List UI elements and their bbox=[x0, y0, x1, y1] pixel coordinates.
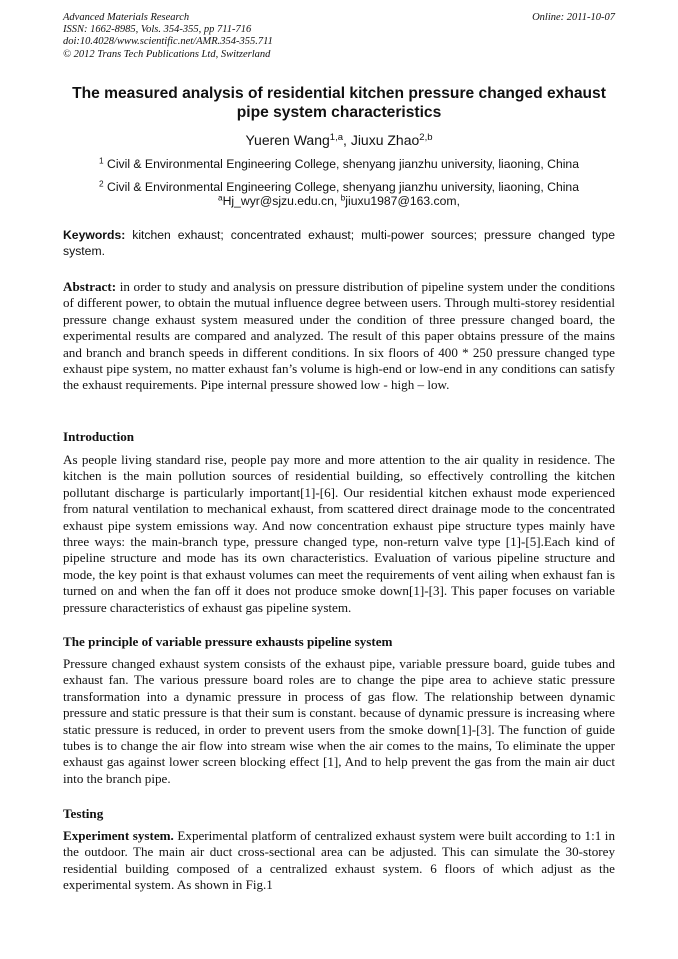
principle-paragraph: Pressure changed exhaust system consists of the exhaust pipe, variable pressure board, guide tubes and exhaust fan. The various pressure board roles are to change the pipe area to achieve static pressure transformation into a dynamic pressure in process of gas flow. The relationship between dynamic pressure and static pressure is that their sum is constant. because of dynamic pressure is increasing where static pressure is reduced, in order to prevent users from the smoke down[1]-[3]. The function of guide tubes is to change the air flow into stream wise when the air comes to the mains, To eliminate the upper exhaust gas against lower screen blocking effect [1], And to help prevent the gas from the main air duct into the branch pipe. bbox=[63, 656, 615, 786]
section-heading-principle: The principle of variable pressure exhausts pipeline system bbox=[63, 634, 393, 649]
online-date: Online: 2011-10-07 bbox=[532, 12, 615, 23]
email-superscript: a bbox=[218, 192, 223, 203]
journal-header bbox=[63, 12, 615, 61]
affiliation-1 bbox=[63, 157, 615, 171]
affiliation-2 bbox=[63, 180, 615, 194]
email-line bbox=[63, 194, 615, 208]
keywords-block bbox=[63, 228, 615, 259]
experiment-system-label: Experiment system. bbox=[63, 828, 174, 843]
doi-line: doi:10.4028/www.scientific.net/AMR.354-355.711 bbox=[63, 36, 273, 48]
email-address[interactable]: jiuxu1987@163.com, bbox=[345, 194, 460, 208]
abstract-paragraph bbox=[63, 279, 615, 394]
paper-title: The measured analysis of residential kitchen pressure changed exhaust pipe system characteristics bbox=[72, 85, 606, 121]
author-name: Yueren Wang bbox=[245, 132, 330, 148]
author-separator: , bbox=[343, 132, 351, 148]
author-name: Jiuxu Zhao bbox=[350, 132, 420, 148]
testing-text: Experimental platform of centralized exhaust system were built according to 1:1 in the outdoor. The main air duct cross-sectional area can be adjusted. This can simulate the 30-storey residential building composed of a centralized exhaust system. 6 floors of which adjust as the experimental system. As shown in Fig.1 bbox=[63, 828, 615, 893]
affiliation-text: Civil & Environmental Engineering College, shenyang jianzhu university, liaoning, China bbox=[107, 157, 579, 171]
affiliation-text: Civil & Environmental Engineering College, shenyang jianzhu university, liaoning, China bbox=[107, 180, 579, 194]
introduction-paragraph: As people living standard rise, people pay more and more attention to the air quality in residence. The kitchen is the main pollution sources of residential building, so effectively controlling the kitchen pollutant discharge is particularly important[1]-[6]. Our residential kitchen exhaust mode experienced from natural ventilation to mechanical exhaust, from scattered direct drainage mode to the concentrated exhaust pipe system emissions way. And now concentration exhaust pipe structure types mainly have three ways: the main-branch type, pressure changed type, non-return valve type [1]-[5].Each kind of pipeline structure and mode has its own characteristics. Evaluation of various pipeline structure and mode, the key point is that exhaust volumes can meet the requirements of vent ailing when exhaust fan is turned on and when the fan off it does not produce smoke down[1]-[3]. This paper focuses on variable pressure characteristics of exhaust gas pipeline system. bbox=[63, 452, 615, 615]
affiliation-number: 1 bbox=[99, 155, 104, 166]
testing-paragraph bbox=[63, 828, 615, 894]
author-superscript: 2,b bbox=[419, 131, 433, 143]
author-line bbox=[63, 132, 615, 148]
affiliation-number: 2 bbox=[99, 178, 104, 189]
journal-name: Advanced Materials Research bbox=[63, 12, 190, 23]
email-address[interactable]: Hj_wyr@sjzu.edu.cn, bbox=[222, 194, 341, 208]
email-superscript: b bbox=[340, 192, 346, 203]
author-superscript: 1,a bbox=[329, 131, 344, 143]
copyright-line: © 2012 Trans Tech Publications Ltd, Switzerland bbox=[63, 48, 271, 60]
keywords-label: Keywords: bbox=[63, 228, 126, 242]
keywords-text: kitchen exhaust; concentrated exhaust; multi-power sources; pressure changed type system. bbox=[63, 228, 615, 258]
abstract-label: Abstract: bbox=[63, 279, 117, 294]
abstract-text: in order to study and analysis on pressure distribution of pipeline system under the conditions of different power, to obtain the mutual influence degree between users. Through multi-storey residential pressure change exhaust system measured under the condition of three pressure changed board, the experimental results are compared and analyzed. The result of this paper obtains pressure of the mains and branch and branch speeds in different conditions. In six floors of 400 * 250 pressure changed type exhaust pipe system, no matter exhaust fan’s volume is high-end or low-end in any conditions can satisfy the exhaust requirements. Pipe internal pressure showed low - high – low. bbox=[63, 279, 615, 393]
section-heading-testing: Testing bbox=[63, 806, 104, 821]
issn-line: ISSN: 1662-8985, Vols. 354-355, pp 711-716 bbox=[63, 24, 252, 36]
section-heading-introduction: Introduction bbox=[63, 429, 135, 444]
